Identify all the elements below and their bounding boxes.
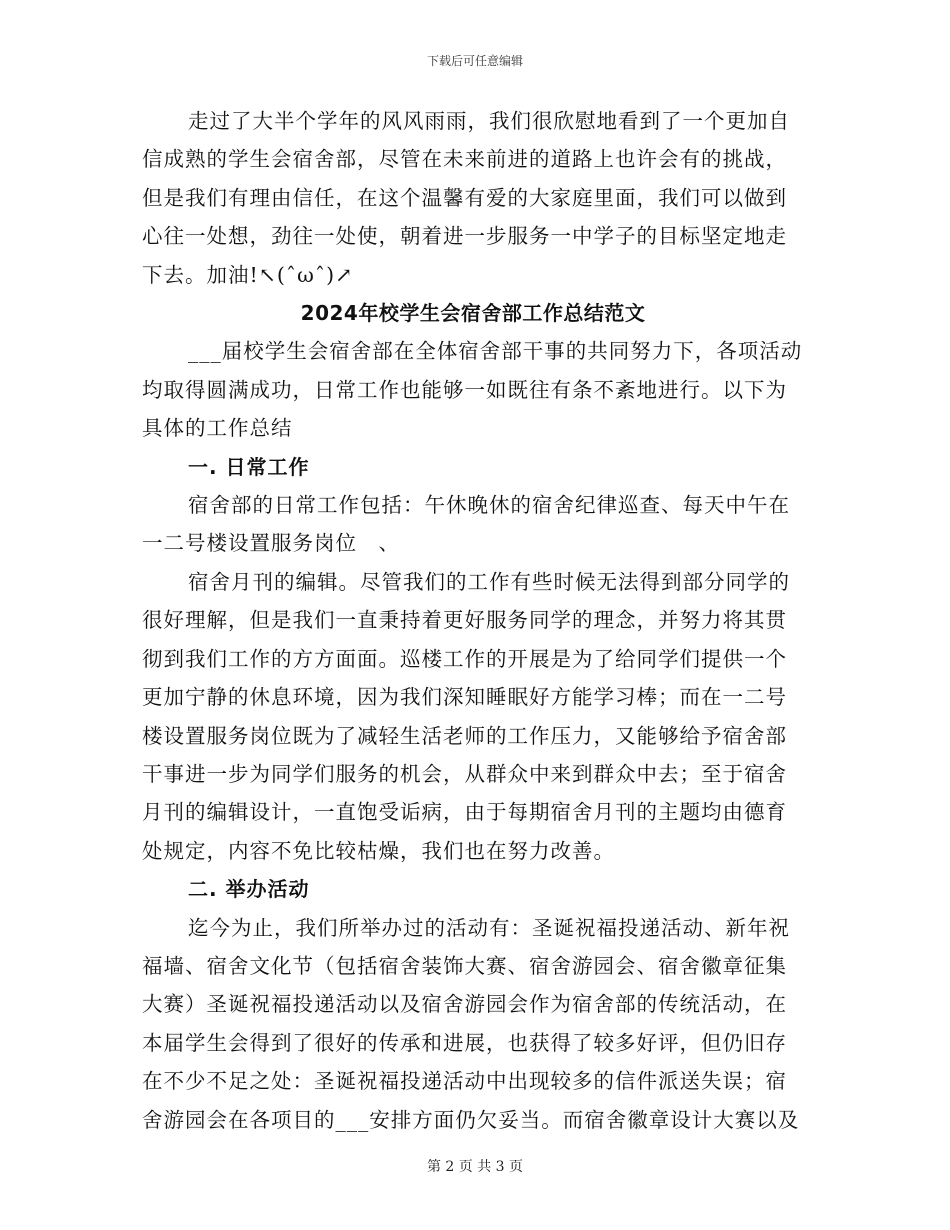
daily-work-line: 彻到我们工作的方方面面。巡楼工作的开展是为了给同学们提供一个 <box>142 646 787 671</box>
activities-line: 大赛）圣诞祝福投递活动以及宿舍游园会作为宿舍部的传统活动，在 <box>142 992 787 1017</box>
document-body <box>142 102 804 1139</box>
daily-work-line: 一二号楼设置服务岗位 、 <box>142 531 400 556</box>
intro-line: 信成熟的学生会宿舍部，尽管在未来前进的道路上也许会有的挑战， <box>142 147 787 172</box>
activities-paragraph <box>142 909 804 1139</box>
daily-work-line: 更加宁静的休息环境，因为我们深知睡眠好方能学习棒；而在一二号 <box>142 685 787 710</box>
header-note: 下载后可任意编辑 <box>426 54 523 68</box>
activities-line: 本届学生会得到了很好的传承和进展，也获得了较多好评，但仍旧存 <box>142 1030 787 1055</box>
section-heading-activities: 二. 举办活动 <box>188 877 310 902</box>
activities-line: 迄今为止，我们所举办过的活动有：圣诞祝福投递活动、新年祝 <box>188 915 790 940</box>
daily-work-line: 楼设置服务岗位既为了减轻生活老师的工作压力，又能够给予宿舍部 <box>142 723 787 748</box>
document-title: 2024年校学生会宿舍部工作总结范文 <box>300 301 646 326</box>
daily-work-line: 宿舍月刊的编辑。尽管我们的工作有些时候无法得到部分同学的 <box>188 569 790 594</box>
summary-line: 具体的工作总结 <box>142 416 293 441</box>
daily-work-paragraph-1 <box>142 486 804 563</box>
summary-line: ___届校学生会宿舍部在全体宿舍部干事的共同努力下，各项活动 <box>188 339 803 364</box>
intro-line: 走过了大半个学年的风风雨雨，我们很欣慰地看到了一个更加自 <box>188 109 790 133</box>
daily-work-line: 处规定，内容不免比较枯燥，我们也在努力改善。 <box>142 838 615 863</box>
activities-line: 在不少不足之处：圣诞祝福投递活动中出现较多的信件派送失误；宿 <box>142 1069 787 1094</box>
activities-line: 福墙、宿舍文化节（包括宿舍装饰大赛、宿舍游园会、宿舍徽章征集 <box>142 953 787 978</box>
daily-work-line: 很好理解，但是我们一直秉持着更好服务同学的理念，并努力将其贯 <box>142 608 787 633</box>
summary-paragraph <box>142 332 804 447</box>
summary-line: 均取得圆满成功，日常工作也能够一如既往有条不紊地进行。以下为 <box>142 377 787 402</box>
intro-line: 心往一处想，劲往一处使，朝着进一步服务一中学子的目标坚定地走 <box>142 224 787 249</box>
section-heading-daily-work: 一. 日常工作 <box>188 454 310 479</box>
activities-line: 舍游园会在各项目的___安排方面仍欠妥当。而宿舍徽章设计大赛以及 <box>142 1107 800 1132</box>
intro-line: 下去。加油!↖(ˆωˆ)↗ <box>142 262 354 287</box>
daily-work-line: 宿舍部的日常工作包括：午休晚休的宿舍纪律巡查、每天中午在 <box>188 493 790 518</box>
daily-work-paragraph-2 <box>142 563 804 870</box>
daily-work-line: 月刊的编辑设计，一直饱受诟病，由于每期宿舍月刊的主题均由德育 <box>142 800 787 825</box>
page-number: 第 2 页 共 3 页 <box>426 1159 524 1175</box>
daily-work-line: 干事进一步为同学们服务的机会，从群众中来到群众中去；至于宿舍 <box>142 761 787 786</box>
intro-paragraph <box>142 102 804 294</box>
intro-line: 但是我们有理由信任，在这个温馨有爱的大家庭里面，我们可以做到 <box>142 185 787 210</box>
